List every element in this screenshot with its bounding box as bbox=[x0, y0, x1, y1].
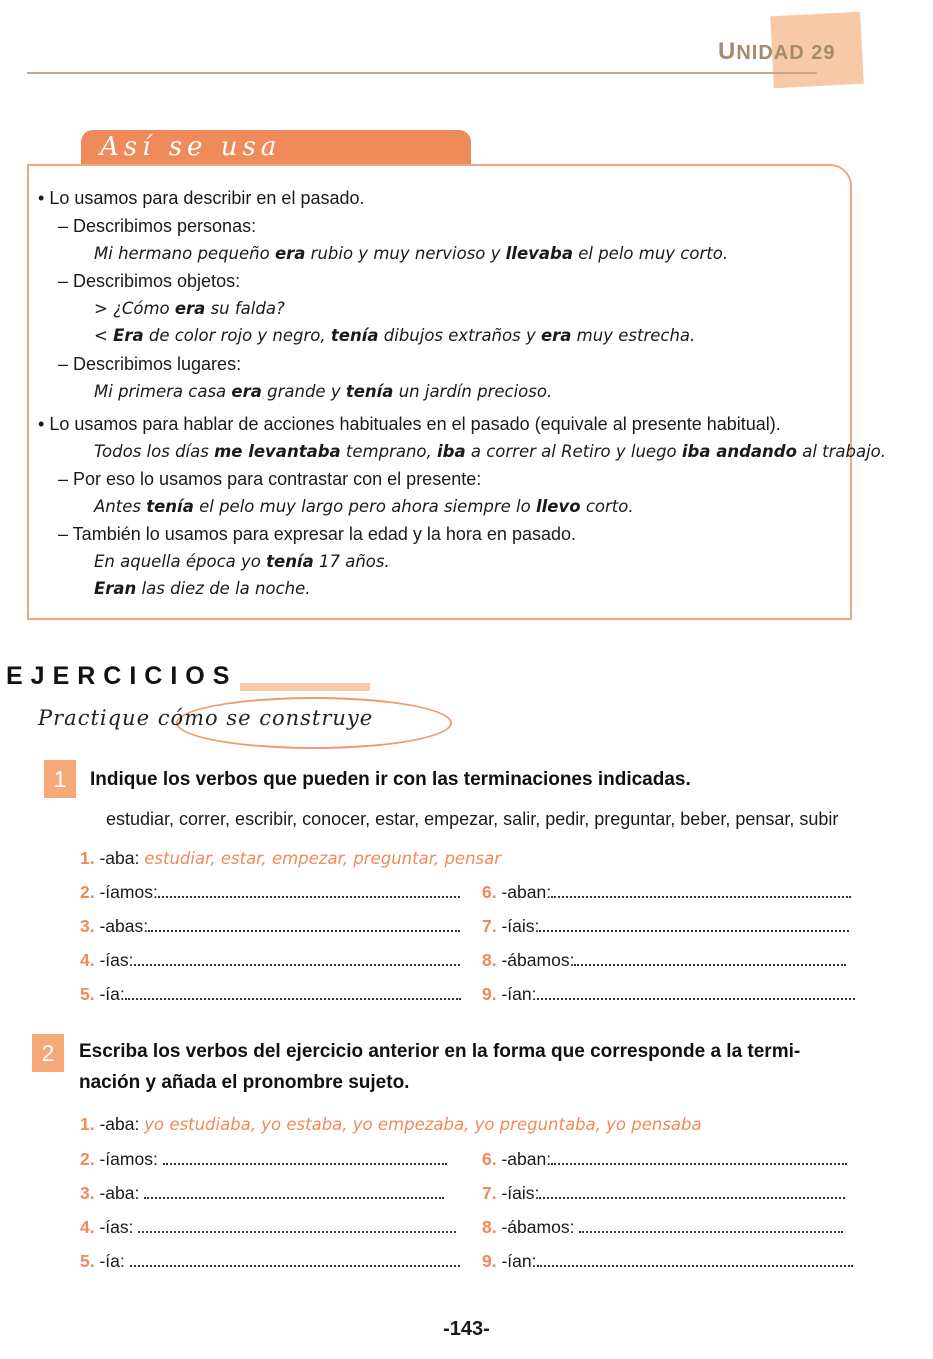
exercise-1-item-4[interactable]: 4. -ías: bbox=[80, 950, 460, 971]
example-contrastar: Antes tenía el pelo muy largo pero ahora siempre lo llevo corto. bbox=[94, 497, 634, 516]
exercise-1-item-1: 1. -aba: estudiar, estar, empezar, preguntar, pensar bbox=[80, 848, 502, 868]
sub-personas: – Describimos personas: bbox=[58, 216, 257, 236]
exercise-2-item-4[interactable]: 4. -ías: bbox=[80, 1217, 456, 1238]
exercise-1-item-5[interactable]: 5. -ía: bbox=[80, 984, 461, 1005]
exercise-1-item-8[interactable]: 8. -ábamos: bbox=[482, 950, 846, 971]
example-habituales: Todos los días me levantaba temprano, iba a correr al Retiro y luego iba andando al trabajo. bbox=[94, 442, 887, 461]
page-number: -143- bbox=[443, 1318, 490, 1340]
ejercicios-title: EJERCICIOS bbox=[6, 662, 238, 690]
exercise-2-item-8[interactable]: 8. -ábamos: bbox=[482, 1217, 843, 1238]
exercise-2-number: 2 bbox=[32, 1034, 64, 1072]
header-rule bbox=[27, 72, 817, 74]
sub-lugares: – Describimos lugares: bbox=[58, 354, 242, 374]
exercise-1-number: 1 bbox=[44, 760, 76, 798]
unit-label: UNIDAD 29 bbox=[718, 38, 836, 65]
sub-edad-hora: – También lo usamos para expresar la edad y la hora en pasado. bbox=[58, 524, 576, 544]
sub-objetos: – Describimos objetos: bbox=[58, 271, 241, 291]
exercise-2-item-1: 1. -aba: yo estudiaba, yo estaba, yo empezaba, yo preguntaba, yo pensaba bbox=[80, 1114, 702, 1134]
bullet-habituales: • Lo usamos para hablar de acciones habituales en el pasado (equivale al presente habitual). bbox=[38, 414, 781, 434]
exercise-2-instruction-line-2: nación y añada el pronombre sujeto. bbox=[79, 1072, 410, 1093]
bullet-describir: • Lo usamos para describir en el pasado. bbox=[38, 188, 365, 208]
example-objetos-a: < Era de color rojo y negro, tenía dibujos extraños y era muy estrecha. bbox=[94, 326, 696, 345]
exercise-2-item-5[interactable]: 5. -ía: bbox=[80, 1251, 460, 1272]
sub-contrastar: – Por eso lo usamos para contrastar con el presente: bbox=[58, 469, 482, 489]
exercise-2-item-6[interactable]: 6. -aban: bbox=[482, 1149, 847, 1170]
exercise-2-item-7[interactable]: 7. -íais: bbox=[482, 1183, 845, 1204]
example-personas: Mi hermano pequeño era rubio y muy nervioso y llevaba el pelo muy corto. bbox=[94, 244, 729, 263]
example-edad: En aquella época yo tenía 17 años. bbox=[94, 552, 390, 571]
practique-heading: Practique cómo se construye bbox=[38, 706, 374, 730]
exercise-1-item-3[interactable]: 3. -abas: bbox=[80, 916, 460, 937]
exercise-1-verb-list: estudiar, correr, escribir, conocer, estar, empezar, salir, pedir, preguntar, beber, pensar, subir bbox=[106, 809, 839, 829]
exercise-1-instruction: Indique los verbos que pueden ir con las terminaciones indicadas. bbox=[90, 769, 691, 790]
exercise-2-instruction-line-1: Escriba los verbos del ejercicio anterior en la forma que corresponde a la termi- bbox=[79, 1041, 801, 1062]
example-lugares: Mi primera casa era grande y tenía un jardín precioso. bbox=[94, 382, 553, 401]
exercise-1-item-2[interactable]: 2. -íamos: bbox=[80, 882, 460, 903]
exercise-2-item-3[interactable]: 3. -aba: bbox=[80, 1183, 444, 1204]
exercise-1-item-6[interactable]: 6. -aban: bbox=[482, 882, 851, 903]
example-objetos-q: > ¿Cómo era su falda? bbox=[94, 299, 285, 318]
ejercicios-underline-bar bbox=[240, 683, 370, 691]
exercise-2-item-9[interactable]: 9. -ían: bbox=[482, 1251, 853, 1272]
exercise-1-item-9[interactable]: 9. -ían: bbox=[482, 984, 855, 1005]
exercise-1-item-7[interactable]: 7. -íais: bbox=[482, 916, 849, 937]
exercise-2-item-2[interactable]: 2. -íamos: bbox=[80, 1149, 447, 1170]
asi-se-usa-title: Así se usa bbox=[100, 132, 282, 162]
example-hora: Eran las diez de la noche. bbox=[94, 579, 311, 598]
